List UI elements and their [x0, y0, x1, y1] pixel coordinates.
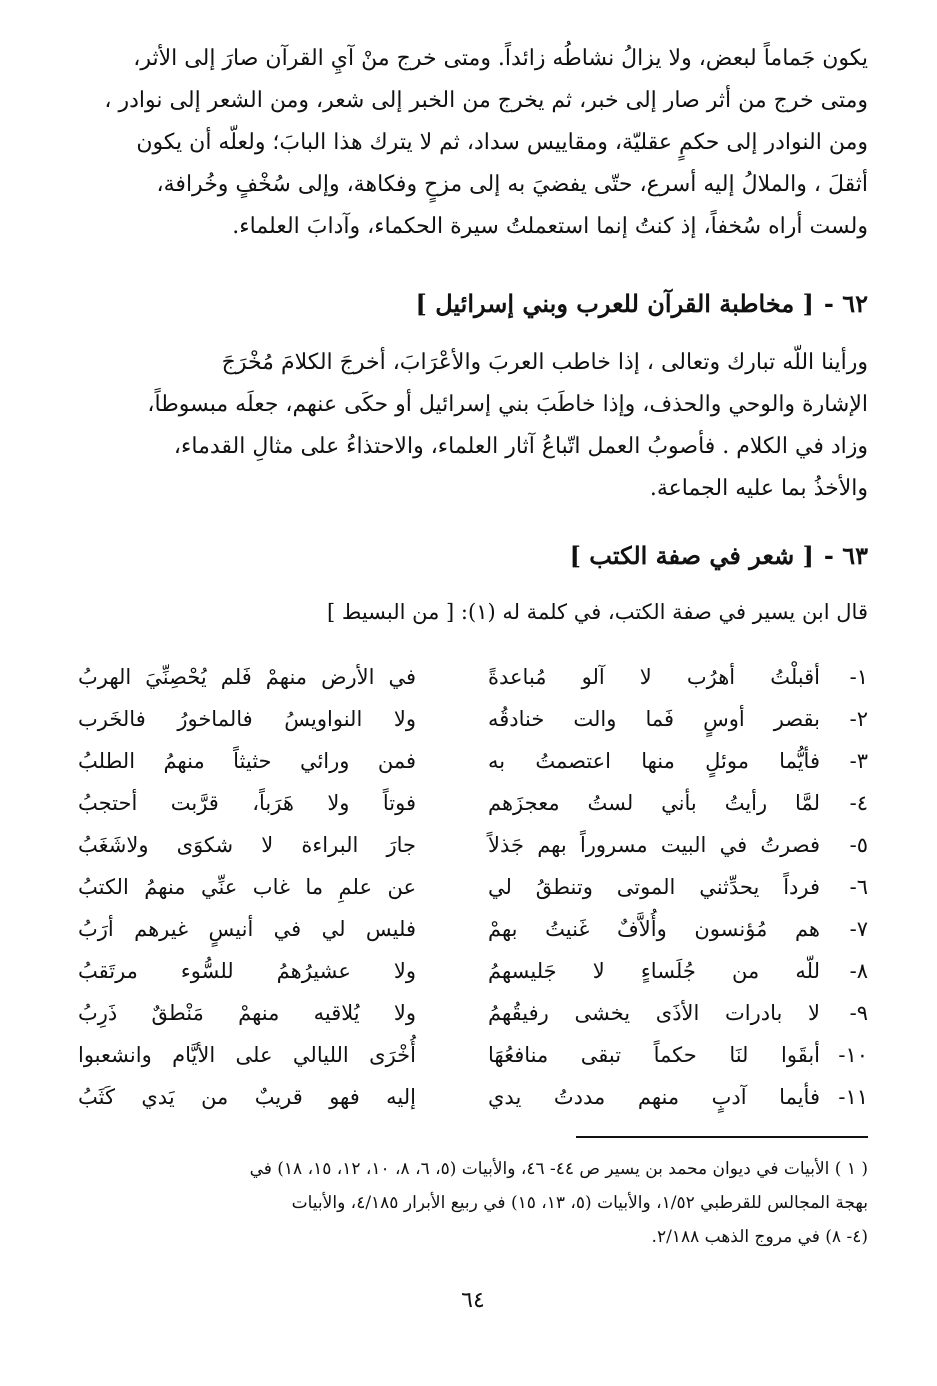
verse-number: ١-	[849, 665, 868, 689]
footnote	[78, 1152, 868, 1254]
section-heading-62	[416, 284, 868, 324]
text-line: والأخذُ بما عليه الجماعة.	[649, 476, 868, 501]
text-line: وزاد في الكلام . فأصوبُ العمل اتّباعُ آثار العلماء، والاحتذاءُ على مثالِ القدماء،	[173, 434, 868, 459]
verse-second-hemistich: ولا عشيرُهمُ للسُّوء مرتَقبُ	[78, 959, 416, 983]
verse-second-hemistich: في الأرض منهمْ فَلم يُحْصِنِّيَ الهربُ	[78, 665, 416, 689]
verse-second-hemistich: أُخْرَى الليالي على الأيَّام وانشعبوا	[78, 1043, 416, 1067]
verse-second-hemistich: فوتاً ولا هَرَباً، قرَّبت أحتجبُ	[78, 791, 416, 815]
footnote-line: ( ١ ) الأبيات في ديوان محمد بن يسير ص ٤٤- ٤٦، والأبيات (٥، ٦، ٨، ١٠، ١٢، ١٥، ١٨) في	[249, 1159, 868, 1179]
verse-number: ٣-	[849, 749, 868, 773]
text-line: ومتى خرج من أثر صار إلى خبر، ثم يخرج من الخبر إلى شعر، ومن الشعر إلى نوادر ،	[104, 88, 868, 113]
verse-number: ٧-	[849, 917, 868, 941]
section-number: ٦٣ -	[823, 541, 868, 570]
verse-row	[78, 908, 868, 950]
verse-number: ١٠-	[838, 1043, 868, 1067]
footnote-line: (٤- ٨) في مروج الذهب ٢/١٨٨.	[651, 1227, 868, 1247]
text-line: أثقلَ ، والملالُ إليه أسرع، حتّى يفضيَ به إلى مزحٍ وفكاهة، وإلى سُخْفٍ وخُرافة،	[156, 172, 868, 197]
verse-row	[78, 950, 868, 992]
poem	[78, 656, 868, 1118]
section-title: [ شعر في صفة الكتب ]	[569, 541, 814, 570]
verse-first-hemistich: فصرتُ في البيت مسروراً بهم جَذلاً	[488, 833, 820, 857]
footnote-divider	[576, 1136, 868, 1138]
verse-first-hemistich: لمَّا رأيتُ بأني لستُ معجزَهم	[488, 791, 820, 815]
section-number: ٦٢ -	[823, 289, 868, 318]
verse-number: ٦-	[849, 875, 868, 899]
verse-row	[78, 698, 868, 740]
verse-first-hemistich: فأيُّما موئلٍ منها اعتصمتُ به	[488, 749, 820, 773]
poem-introduction: قال ابن يسير في صفة الكتب، في كلمة له (١): [ من البسيط ]	[327, 600, 868, 624]
verse-second-hemistich: ولا يُلاقيه منهمْ مَنْطقٌ ذَرِبُ	[78, 1001, 416, 1025]
verse-number: ١١-	[838, 1085, 868, 1109]
verse-number: ٩-	[849, 1001, 868, 1025]
verse-first-hemistich: فأيما آدبٍ منهم مددتُ يدي	[488, 1085, 820, 1109]
verse-first-hemistich: أبقَوا لنَا حكماً تبقى منافعُهَا	[488, 1043, 820, 1067]
section-title: [ مخاطبة القرآن للعرب وبني إسرائيل ]	[415, 289, 814, 318]
verse-second-hemistich: فمن ورائي حثيثاً منهمُ الطلبُ	[78, 749, 416, 773]
footnote-line: بهجة المجالس للقرطبي ١/٥٢، والأبيات (٥، ١٣، ١٥) في ربيع الأبرار ٤/١٨٥، والأبيات	[291, 1193, 868, 1213]
verse-row	[78, 782, 868, 824]
verse-first-hemistich: لا بادرات الأذَى يخشى رفيقُهمُ	[488, 1001, 820, 1025]
verse-number: ٤-	[849, 791, 868, 815]
verse-second-hemistich: فليس لي في أنيسٍ غيرهم أرَبُ	[78, 917, 416, 941]
verse-first-hemistich: أقبلْتُ أهرُب لا آلو مُباعدةً	[488, 665, 820, 689]
text-line: ومن النوادر إلى حكمٍ عقليّة، ومقاييس سداد، ثم لا يترك هذا البابَ؛ ولعلّه أن يكون	[136, 130, 868, 155]
top-paragraph	[78, 38, 868, 248]
verse-row	[78, 656, 868, 698]
book-page	[78, 0, 868, 1386]
text-line: ولست أراه سُخفاً، إذ كنتُ إنما استعملتُ سيرة الحكماء، وآدابَ العلماء.	[232, 214, 868, 239]
section-heading-63	[570, 536, 868, 576]
verse-number: ٥-	[849, 833, 868, 857]
verse-number: ٢-	[849, 707, 868, 731]
text-line: يكون جَماماً لبعض، ولا يزالُ نشاطُه زائداً. ومتى خرج منْ آيِ القرآن صارَ إلى الأثر،	[133, 46, 868, 71]
verse-row	[78, 866, 868, 908]
text-line: ورأينا اللّه تبارك وتعالى ، إذا خاطب العربَ والأعْرَابَ، أخرجَ الكلامَ مُخْرَجَ	[221, 350, 868, 375]
verse-second-hemistich: عن علمِ ما غاب عنِّي منهمُ الكتبُ	[78, 875, 416, 899]
section-62-paragraph	[78, 342, 868, 510]
verse-row	[78, 1076, 868, 1118]
verse-number: ٨-	[849, 959, 868, 983]
verse-first-hemistich: هم مُؤنسون وأُلاَّفٌ غَنيتُ بهمْ	[488, 917, 820, 941]
page-number: ٦٤	[461, 1288, 485, 1313]
verse-row	[78, 992, 868, 1034]
verse-second-hemistich: إليه فهو قريبٌ من يَدي كَثَبُ	[78, 1085, 416, 1109]
verse-first-hemistich: فرداً يحدِّثني الموتى وتنطقُ لي	[488, 875, 820, 899]
verse-first-hemistich: للّه من جُلَساءٍ لا جَليسهمُ	[488, 959, 820, 983]
verse-second-hemistich: ولا النواويسُ فالماخورُ فالخَرب	[78, 707, 416, 731]
verse-first-hemistich: بقصر أوسٍ فَما والت خنادقُه	[488, 707, 820, 731]
verse-second-hemistich: جارَ البراءة لا شكوَى ولاشَغَبُ	[78, 833, 416, 857]
verse-row	[78, 824, 868, 866]
verse-row	[78, 1034, 868, 1076]
verse-row	[78, 740, 868, 782]
text-line: الإشارة والوحي والحذف، وإذا خاطَبَ بني إسرائيل أو حكَى عنهم، جعلَه مبسوطاً،	[147, 392, 868, 417]
